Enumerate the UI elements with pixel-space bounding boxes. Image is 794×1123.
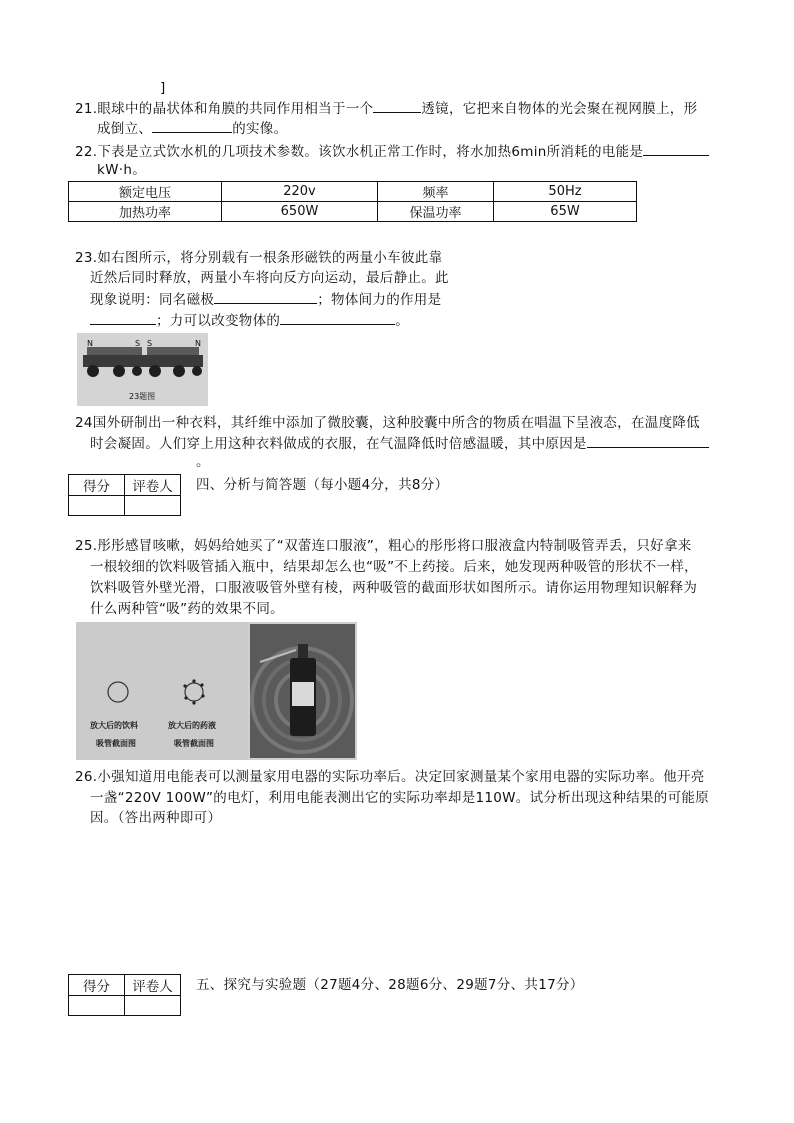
q23-blank-2[interactable] [90, 310, 156, 325]
magnet-label: S [147, 339, 153, 348]
magnet-carts-svg [77, 333, 208, 406]
section5-score-table [68, 974, 181, 1016]
q24-line-2: 时会凝固。人们穿上用这种衣料做成的衣服，在气温降低时倍感温暖，其中原因是 [90, 433, 709, 454]
wheel [113, 365, 125, 377]
q25-line-2: 一根较细的饮料吸管插入瓶中，结果却怎么也“吸”不上药接。后来，她发现两种吸管的形状不一样， [90, 559, 698, 575]
grader-field[interactable] [125, 496, 181, 516]
q21-line-2: 成倒立、 的实像。 [97, 118, 287, 139]
table-cell: 加热功率 [69, 202, 222, 222]
q21-blank-1[interactable] [373, 98, 421, 113]
table-cell: 650W [222, 202, 378, 222]
grader-label: 评卷人 [125, 975, 181, 996]
section4-title: 四、分析与简答题（每小题4分，共8分） [196, 477, 449, 493]
q25-line-4: 什么两种管“吸”药的效果不同。 [90, 601, 284, 617]
wheel [192, 366, 202, 376]
straw-cross-section-figure [76, 622, 357, 760]
table-cell: 保温功率 [378, 202, 494, 222]
q23-line-1: 23.如右图所示，将分别载有一根条形磁铁的两量小车彼此靠 [75, 250, 443, 266]
q24-blank[interactable] [587, 433, 709, 448]
medicine-straw-caption-2: 吸管截面图 [174, 739, 214, 748]
score-label: 得分 [69, 975, 125, 996]
q23-line-2: 近然后同时释放，两量小车将向反方向运动，最后静止。此 [90, 270, 449, 286]
q23-blank-3[interactable] [280, 310, 395, 325]
q22-line-2: kW·h。 [97, 162, 147, 178]
table-cell: 50Hz [494, 182, 637, 202]
wheel [132, 366, 142, 376]
q26-line-2: 一盏“220V 100W”的电灯，利用电能表测出它的实际功率却是110W。试分析出现这种结果的可能原 [90, 790, 710, 806]
table-cell: 频率 [378, 182, 494, 202]
dispenser-params-table [68, 181, 637, 222]
grader-label: 评卷人 [125, 475, 181, 496]
section4-score-table [68, 474, 181, 516]
table-cell: 220v [222, 182, 378, 202]
magnet-label: N [195, 339, 201, 348]
table-cell: 65W [494, 202, 637, 222]
q24-line-3: 。 [196, 454, 210, 470]
q22-line-1: 22.下表是立式饮水机的几项技术参数。该饮水机正常工作时，将水加热6min所消耗的电能是 [75, 141, 709, 162]
table-cell: 额定电压 [69, 182, 222, 202]
score-label: 得分 [69, 475, 125, 496]
wheel [87, 365, 99, 377]
grader-field[interactable] [125, 996, 181, 1016]
section5-title: 五、探究与实验题（27题4分、28题6分、29题7分、共17分） [196, 977, 584, 993]
q21-line-1: 21.眼球中的晶状体和角膜的共同作用相当于一个 透镜，它把来自物体的光会聚在视网膜上，形 [75, 98, 697, 119]
q21-blank-2[interactable] [152, 118, 232, 133]
table-row [69, 202, 637, 222]
stray-bracket: ] [160, 80, 166, 96]
q26-line-3: 因。（答出两种即可） [90, 810, 222, 826]
straw-figure-svg [76, 622, 357, 760]
score-field[interactable] [69, 996, 125, 1016]
drink-straw-caption-2: 吸管截面图 [96, 739, 136, 748]
q26-line-1: 26.小强知道用电能表可以测量家用电器的实际功率后。决定回家测量某个家用电器的实际功率。他开亮 [75, 769, 705, 785]
wheel [149, 365, 161, 377]
q23-line-3: 现象说明：同名磁极 ；物体间力的作用是 [90, 289, 441, 310]
drink-straw-caption-1: 放大后的饮料 [90, 721, 138, 730]
magnet-label: S [135, 339, 141, 348]
magnet-label: N [87, 339, 93, 348]
magnet-bar-right [147, 347, 199, 356]
q22-blank[interactable] [643, 141, 709, 156]
magnet-bar-left [87, 347, 142, 356]
magnet-carts-figure [77, 333, 208, 406]
q25-line-3: 饮料吸管外壁光滑，口服液吸管外壁有棱，两种吸管的截面形状如图所示。请你运用物理知识解释为 [90, 580, 698, 596]
wheel [173, 365, 185, 377]
q23-blank-1[interactable] [214, 289, 317, 304]
q24-line-1: 24国外研制出一种衣料，其纤维中添加了微胶囊，这种胶囊中所含的物质在唱温下呈液态，在温度降低 [75, 415, 700, 431]
table-row [69, 182, 637, 202]
medicine-straw-caption-1: 放大后的药液 [168, 721, 216, 730]
q23-line-4: ；力可以改变物体的 。 [90, 310, 409, 331]
figure-caption: 23题图 [129, 392, 156, 401]
score-field[interactable] [69, 496, 125, 516]
q25-line-1: 25.彤彤感冒咳嗽，妈妈给她买了“双蕾连口服液”，粗心的彤彤将口服液盒内特制吸管弄丢，只好拿来 [75, 538, 692, 554]
